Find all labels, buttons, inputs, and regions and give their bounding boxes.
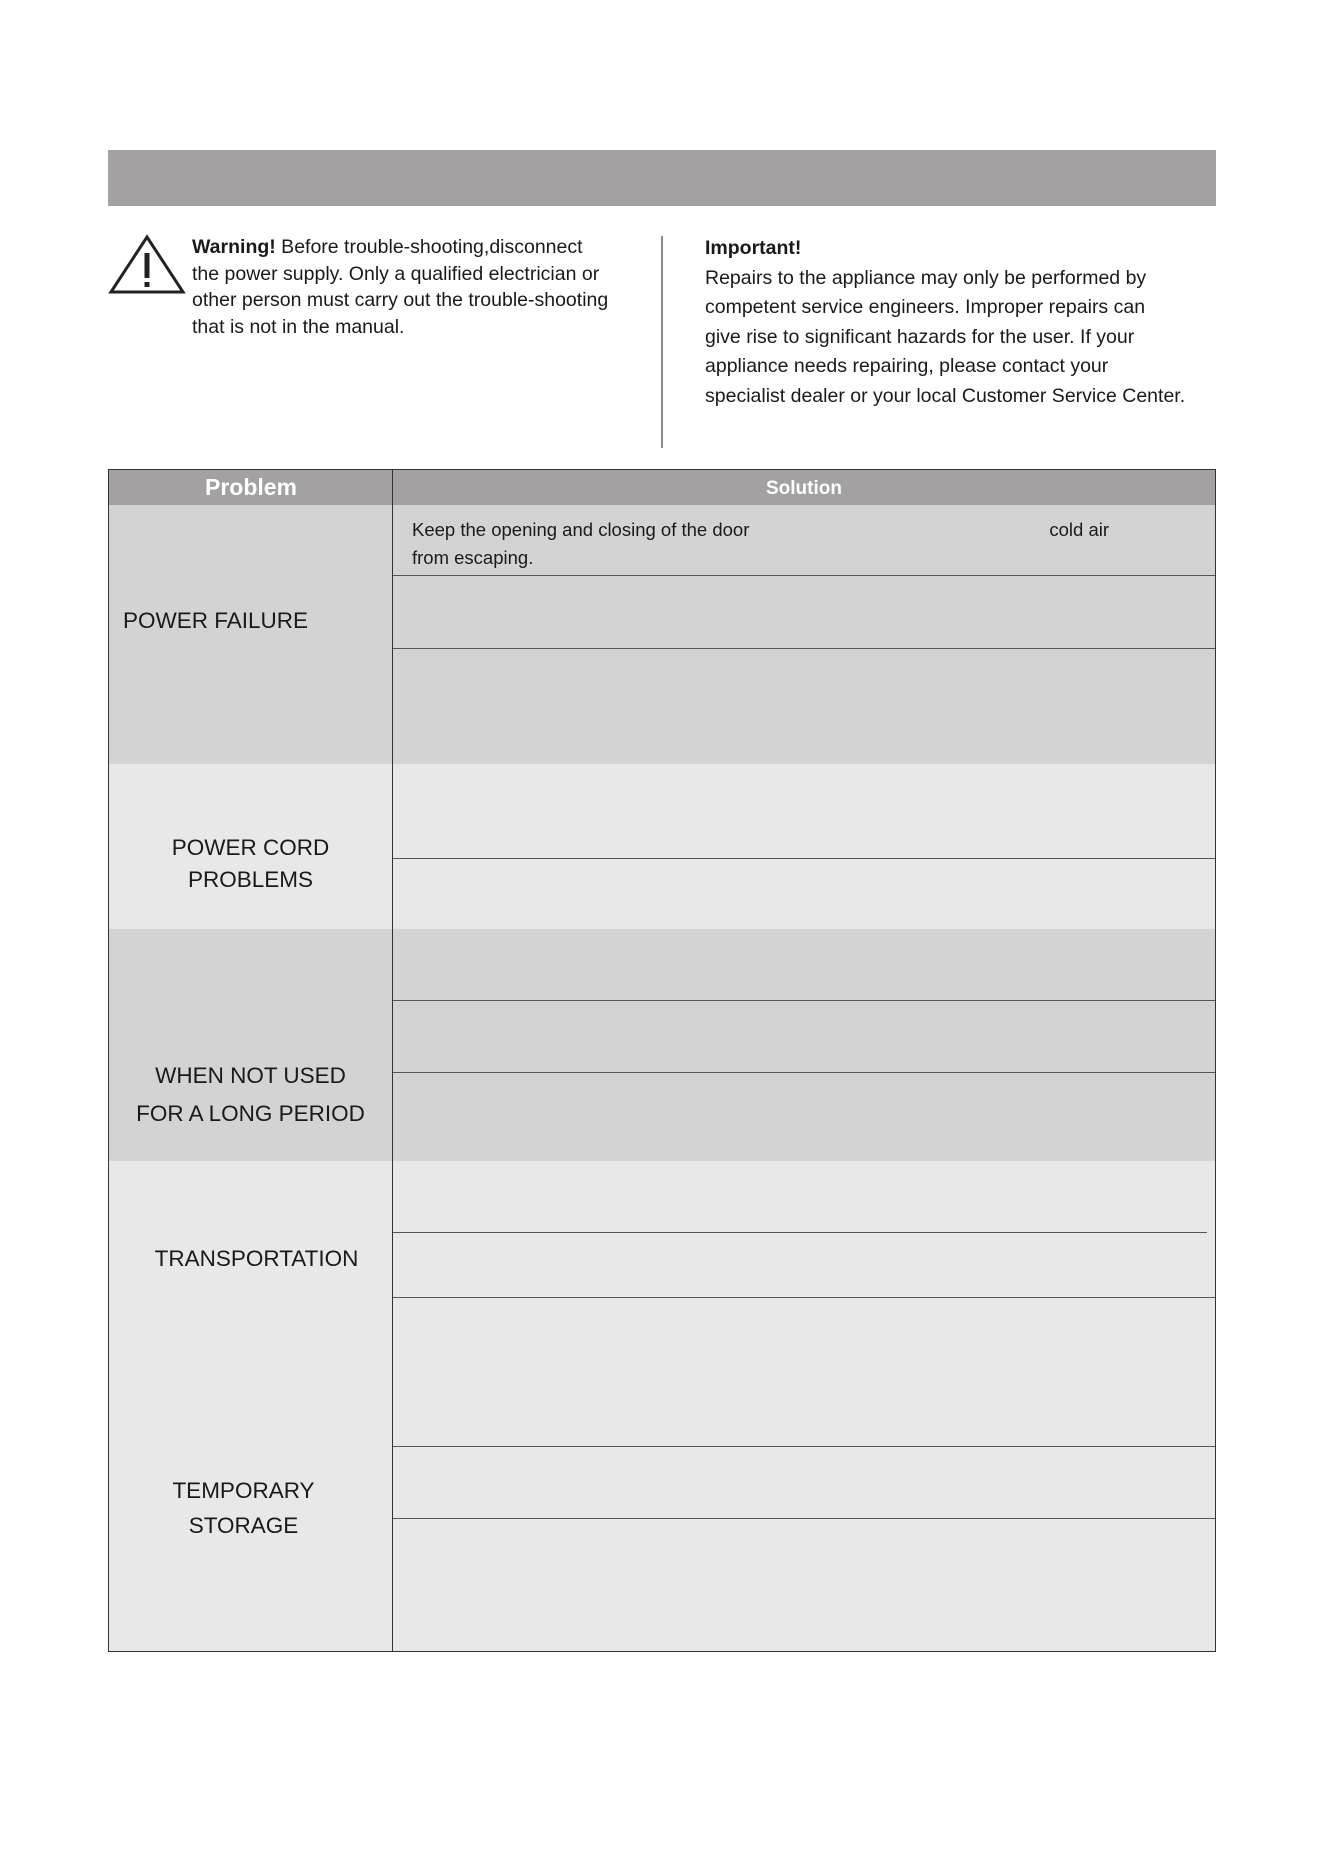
- section-temporary-storage: [108, 1360, 1216, 1652]
- row-divider: [393, 1446, 1215, 1447]
- problem-not-used-2: FOR A LONG PERIOD: [136, 1101, 365, 1126]
- problem-cell-power-failure: [109, 505, 393, 764]
- problem-power-cord-2: PROBLEMS: [187, 867, 314, 892]
- important-line-4: appliance needs repairing, please contact your: [705, 355, 1109, 377]
- section-not-used: [108, 929, 1216, 1162]
- row-divider: [393, 1297, 1215, 1298]
- section-transportation: [108, 1161, 1216, 1361]
- solution-power-failure-1a: Keep the opening and closing of the door: [412, 519, 750, 540]
- row-divider: [393, 1232, 1207, 1233]
- important-line-3: give rise to significant hazards for the user. If your: [705, 325, 1135, 348]
- problem-power-failure: POWER FAILURE: [123, 608, 309, 633]
- row-divider: [393, 1000, 1215, 1001]
- problem-not-used-1: WHEN NOT USED: [155, 1063, 346, 1088]
- problem-temporary-storage-1: TEMPORARY: [172, 1478, 315, 1503]
- problem-power-cord-1: POWER CORD: [171, 835, 330, 860]
- important-line-1: Repairs to the appliance may only be performed by: [705, 266, 1147, 289]
- important-line-2: competent service engineers. Improper repairs can: [705, 296, 1146, 318]
- header-problem: Problem: [204, 474, 298, 500]
- section-power-failure: [108, 505, 1216, 765]
- solution-power-failure-1b: cold air: [1049, 519, 1110, 540]
- troubleshooting-table: [108, 469, 1216, 1655]
- table-header-row: [108, 469, 1216, 506]
- problem-cell-not-used: [109, 929, 393, 1161]
- problem-cell-power-cord: [109, 764, 393, 929]
- warning-line-1: the power supply. Only a qualified electrician or: [192, 262, 600, 285]
- header-solution: Solution: [766, 478, 842, 499]
- row-divider: [393, 1072, 1215, 1073]
- warning-triangle-icon: [108, 234, 186, 296]
- warning-line-0: Before trouble-shooting,disconnect: [275, 236, 583, 258]
- solution-power-failure-1: [412, 516, 1192, 572]
- important-line-5: specialist dealer or your local Customer Service Center.: [705, 384, 1186, 407]
- problem-transportation: TRANSPORTATION: [154, 1246, 359, 1271]
- section-power-cord: [108, 764, 1216, 930]
- important-label: Important!: [705, 237, 802, 259]
- solution-power-failure-1c: from escaping.: [412, 547, 534, 568]
- warning-label: Warning!: [192, 236, 276, 258]
- section-header-bar: [108, 150, 1216, 206]
- problem-cell-transportation: [109, 1161, 393, 1360]
- warning-notice: [108, 234, 668, 344]
- row-divider: [393, 1518, 1215, 1519]
- row-divider: [393, 575, 1215, 576]
- notice-divider: [661, 236, 663, 448]
- important-notice: [705, 234, 1225, 411]
- problem-temporary-storage-2: STORAGE: [188, 1513, 299, 1538]
- row-divider: [393, 858, 1215, 859]
- problem-cell-temporary-storage: [109, 1360, 393, 1651]
- warning-line-2: other person must carry out the trouble-shooting: [192, 289, 609, 311]
- warning-text: [192, 234, 672, 340]
- warning-line-3: that is not in the manual.: [192, 315, 405, 338]
- row-divider: [393, 648, 1215, 649]
